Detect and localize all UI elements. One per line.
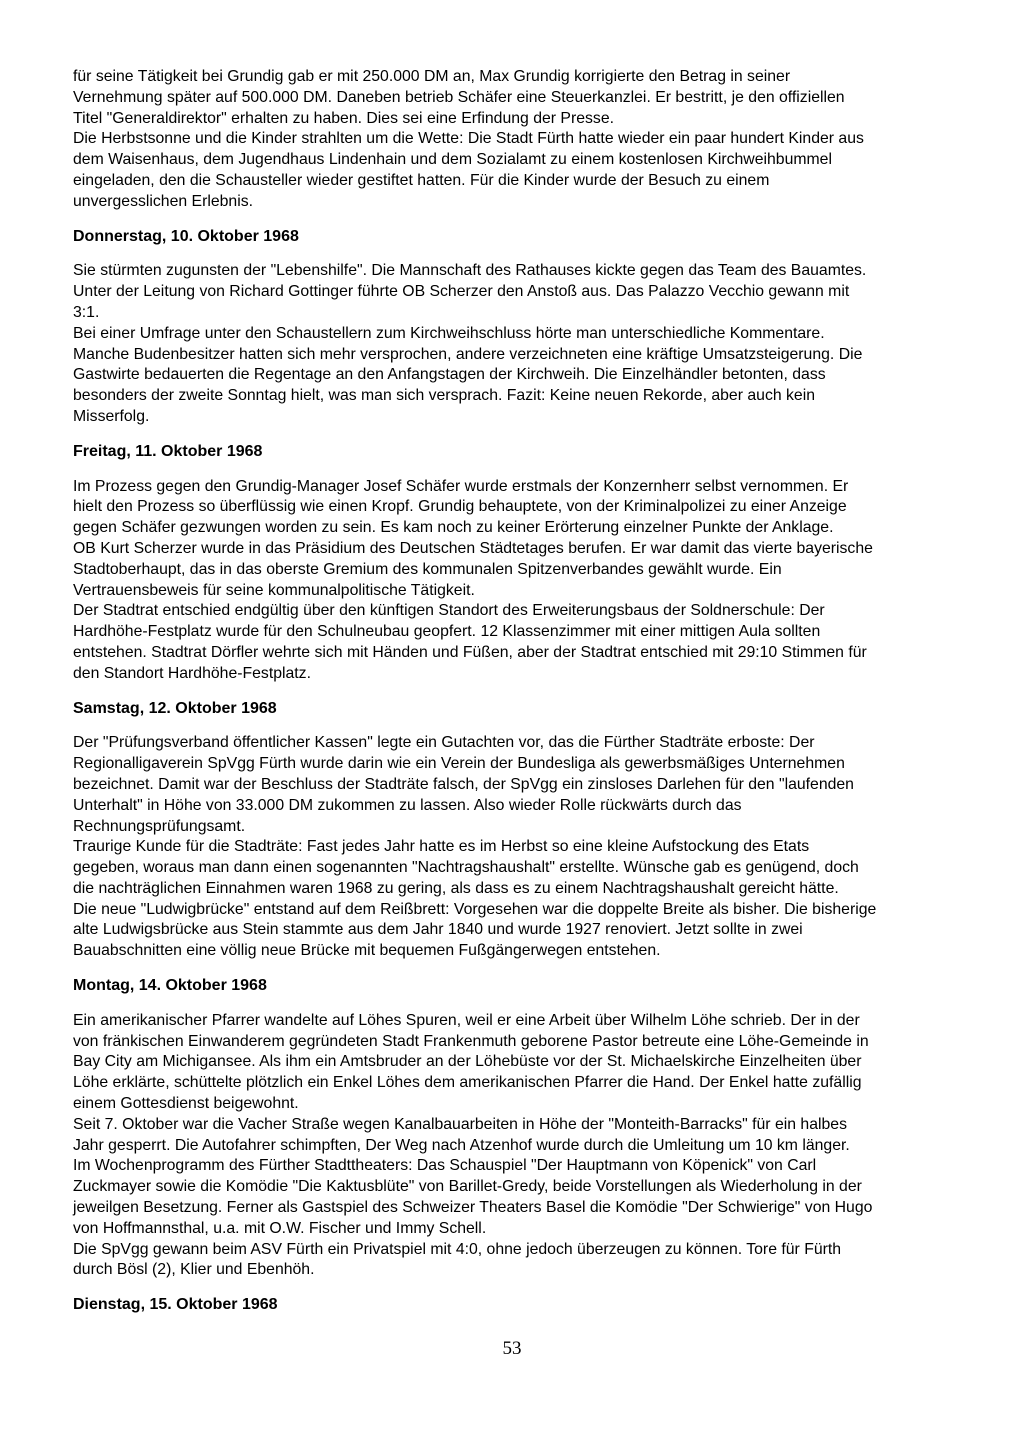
text-line: durch Bösl (2), Klier und Ebenhöh. <box>73 1261 315 1279</box>
text-line: hielt den Prozess so überflüssig wie einen Kropf. Grundig behauptete, von der Kriminalpolizei zu einer Anzeige <box>73 498 847 516</box>
text-line: Manche Budenbesitzer hatten sich mehr versprochen, andere verzeichneten eine kräftige Umsatzsteigerung. Die <box>73 345 863 363</box>
text-line: Der "Prüfungsverband öffentlicher Kassen" legte ein Gutachten vor, das die Fürther Stadträte erboste: Der <box>73 734 815 752</box>
text-line: alte Ludwigsbrücke aus Stein stammte aus dem Jahr 1840 und wurde 1927 renoviert. Jetzt sollte in zwei <box>73 921 803 939</box>
section-heading: Donnerstag, 10. Oktober 1968 <box>73 227 299 245</box>
text-line: Sie stürmten zugunsten der "Lebenshilfe". Die Mannschaft des Rathauses kickte gegen das Team des Bauamtes. <box>73 262 867 280</box>
text-line: Bauabschnitten eine völlig neue Brücke mit bequemen Fußgängerwegen entstehen. <box>73 942 661 960</box>
text-line: eingeladen, den die Schausteller wieder gestiftet hatten. Für die Kinder wurde der Besuch zu einem <box>73 171 770 189</box>
text-line: Jahr gesperrt. Die Autofahrer schimpften, Der Weg nach Atzenhof wurde durch die Umleitung um 10 km länger. <box>73 1136 850 1154</box>
text-line: 3:1. <box>73 303 100 321</box>
document-content <box>73 67 993 1330</box>
text-line: von fränkischen Einwanderem gegründeten Stadt Frankenmuth geborene Pastor betreute eine Löhe-Gemeinde in <box>73 1032 869 1050</box>
text-line: Im Wochenprogramm des Fürther Stadttheaters: Das Schauspiel "Der Hauptmann von Köpenick" von Carl <box>73 1157 817 1175</box>
text-line: den Standort Hardhöhe-Festplatz. <box>73 664 311 682</box>
text-line: Gastwirte bedauerten die Regentage an den Anfangstagen der Kirchweih. Die Einzelhändler betonten, dass <box>73 366 826 384</box>
text-line: unvergesslichen Erlebnis. <box>73 192 254 210</box>
text-line: Stadtoberhaupt, das in das oberste Gremium des kommunalen Spitzenverbandes gewählt wurde. Ein <box>73 560 782 578</box>
text-line: Titel "Generaldirektor" erhalten zu haben. Dies sei eine Erfindung der Presse. <box>73 109 614 127</box>
text-line: die nachträglichen Einnahmen waren 1968 zu gering, als dass es zu einem Nachtragshaushalt gereicht hätte. <box>73 879 839 897</box>
text-line: Im Prozess gegen den Grundig-Manager Josef Schäfer wurde erstmals der Konzernherr selbst vernommen. Er <box>73 477 849 495</box>
text-line: bezeichnet. Damit war der Beschluss der Stadträte falsch, der SpVgg ein zinsloses Darlehen für den "laufenden <box>73 775 854 793</box>
text-line: Vertrauensbeweis für seine kommunalpolitische Tätigkeit. <box>73 581 475 599</box>
text-line: OB Kurt Scherzer wurde in das Präsidium des Deutschen Städtetages berufen. Er war damit das vierte bayerische <box>73 539 873 557</box>
text-line: Zuckmayer sowie die Komödie "Die Kaktusblüte" von Barillet-Gredy, beide Vorstellungen als Wiederholung in der <box>73 1178 862 1196</box>
text-line: Die neue "Ludwigbrücke" entstand auf dem Reißbrett: Vorgesehen war die doppelte Breite als bisher. Die bisherige <box>73 900 877 918</box>
text-line: Der Stadtrat entschied endgültig über den künftigen Standort des Erweiterungsbaus der Soldnerschule: Der <box>73 602 825 620</box>
text-line: Bay City am Michigansee. Als ihm ein Amtsbruder an der Löhebüste vor der St. Michaelskirche Einzelheiten über <box>73 1053 862 1071</box>
text-line: gegen Schäfer gezwungen worden zu sein. Es kam noch zu keiner Erörterung einzelner Punkte der Anklage. <box>73 519 834 537</box>
text-line: Regionalligaverein SpVgg Fürth wurde darin wie ein Verein der Bundesliga als gewerbsmäßiges Unternehmen <box>73 755 845 773</box>
text-line: Misserfolg. <box>73 407 150 425</box>
text-line: dem Waisenhaus, dem Jugendhaus Lindenhain und dem Sozialamt zu einem kostenlosen Kirchweihbummel <box>73 151 832 169</box>
text-line: Unter der Leitung von Richard Gottinger führte OB Scherzer den Anstoß aus. Das Palazzo Vecchio gewann mit <box>73 283 850 301</box>
text-line: einem Gottesdienst beigewohnt. <box>73 1095 299 1113</box>
text-line: Traurige Kunde für die Stadträte: Fast jedes Jahr hatte es im Herbst so eine kleine Aufstockung des Etats <box>73 838 810 856</box>
text-line: Die Herbstsonne und die Kinder strahlten um die Wette: Die Stadt Fürth hatte wieder ein paar hundert Kinder aus <box>73 130 864 148</box>
text-line: Löhe erklärte, schüttelte plötzlich ein Enkel Löhes dem amerikanischen Pfarrer die Hand. Der Enkel hatte zufällig <box>73 1074 862 1092</box>
text-line: Rechnungsprüfungsamt. <box>73 817 246 835</box>
page-number: 53 <box>502 1338 522 1359</box>
text-line: von Hoffmannsthal, u.a. mit O.W. Fischer und Immy Schell. <box>73 1219 487 1237</box>
section-heading: Freitag, 11. Oktober 1968 <box>73 442 263 460</box>
section-heading: Dienstag, 15. Oktober 1968 <box>73 1296 278 1314</box>
section-heading: Montag, 14. Oktober 1968 <box>73 977 267 995</box>
text-line: Vernehmung später auf 500.000 DM. Daneben betrieb Schäfer eine Steuerkanzlei. Er bestritt, je den offiziellen <box>73 88 845 106</box>
section-heading: Samstag, 12. Oktober 1968 <box>73 699 277 717</box>
text-line: Hardhöhe-Festplatz wurde für den Schulneubau geopfert. 12 Klassenzimmer mit einer mittigen Aula sollten <box>73 623 821 641</box>
text-line: gegeben, woraus man dann einen sogenannten "Nachtragshaushalt" erstellte. Wünsche gab es genügend, doch <box>73 859 859 877</box>
text-line: Bei einer Umfrage unter den Schaustellern zum Kirchweihschluss hörte man unterschiedliche Kommentare. <box>73 324 825 342</box>
text-line: Die SpVgg gewann beim ASV Fürth ein Privatspiel mit 4:0, ohne jedoch überzeugen zu können. Tore für Fürth <box>73 1240 842 1258</box>
text-line: jeweilgen Besetzung. Ferner als Gastspiel des Schweizer Theaters Basel die Komödie "Der Schwierige" von Hugo <box>73 1199 873 1217</box>
text-line: Seit 7. Oktober war die Vacher Straße wegen Kanalbauarbeiten in Höhe der "Monteith-Barracks" für ein halbes <box>73 1115 847 1133</box>
text-line: besonders der zweite Sonntag hielt, was man sich versprach. Fazit: Keine neuen Rekorde, aber auch kein <box>73 387 815 405</box>
text-line: Ein amerikanischer Pfarrer wandelte auf Löhes Spuren, weil er eine Arbeit über Wilhelm Löhe schrieb. Der in der <box>73 1011 860 1029</box>
text-line: Unterhalt" in Höhe von 33.000 DM zukommen zu lassen. Also wieder Rolle rückwärts durch das <box>73 796 742 814</box>
text-line: für seine Tätigkeit bei Grundig gab er mit 250.000 DM an, Max Grundig korrigierte den Betrag in seiner <box>73 68 791 85</box>
text-line: entstehen. Stadtrat Dörfler wehrte sich mit Händen und Füßen, aber der Stadtrat entschied mit 29:10 Stimmen für <box>73 643 867 661</box>
